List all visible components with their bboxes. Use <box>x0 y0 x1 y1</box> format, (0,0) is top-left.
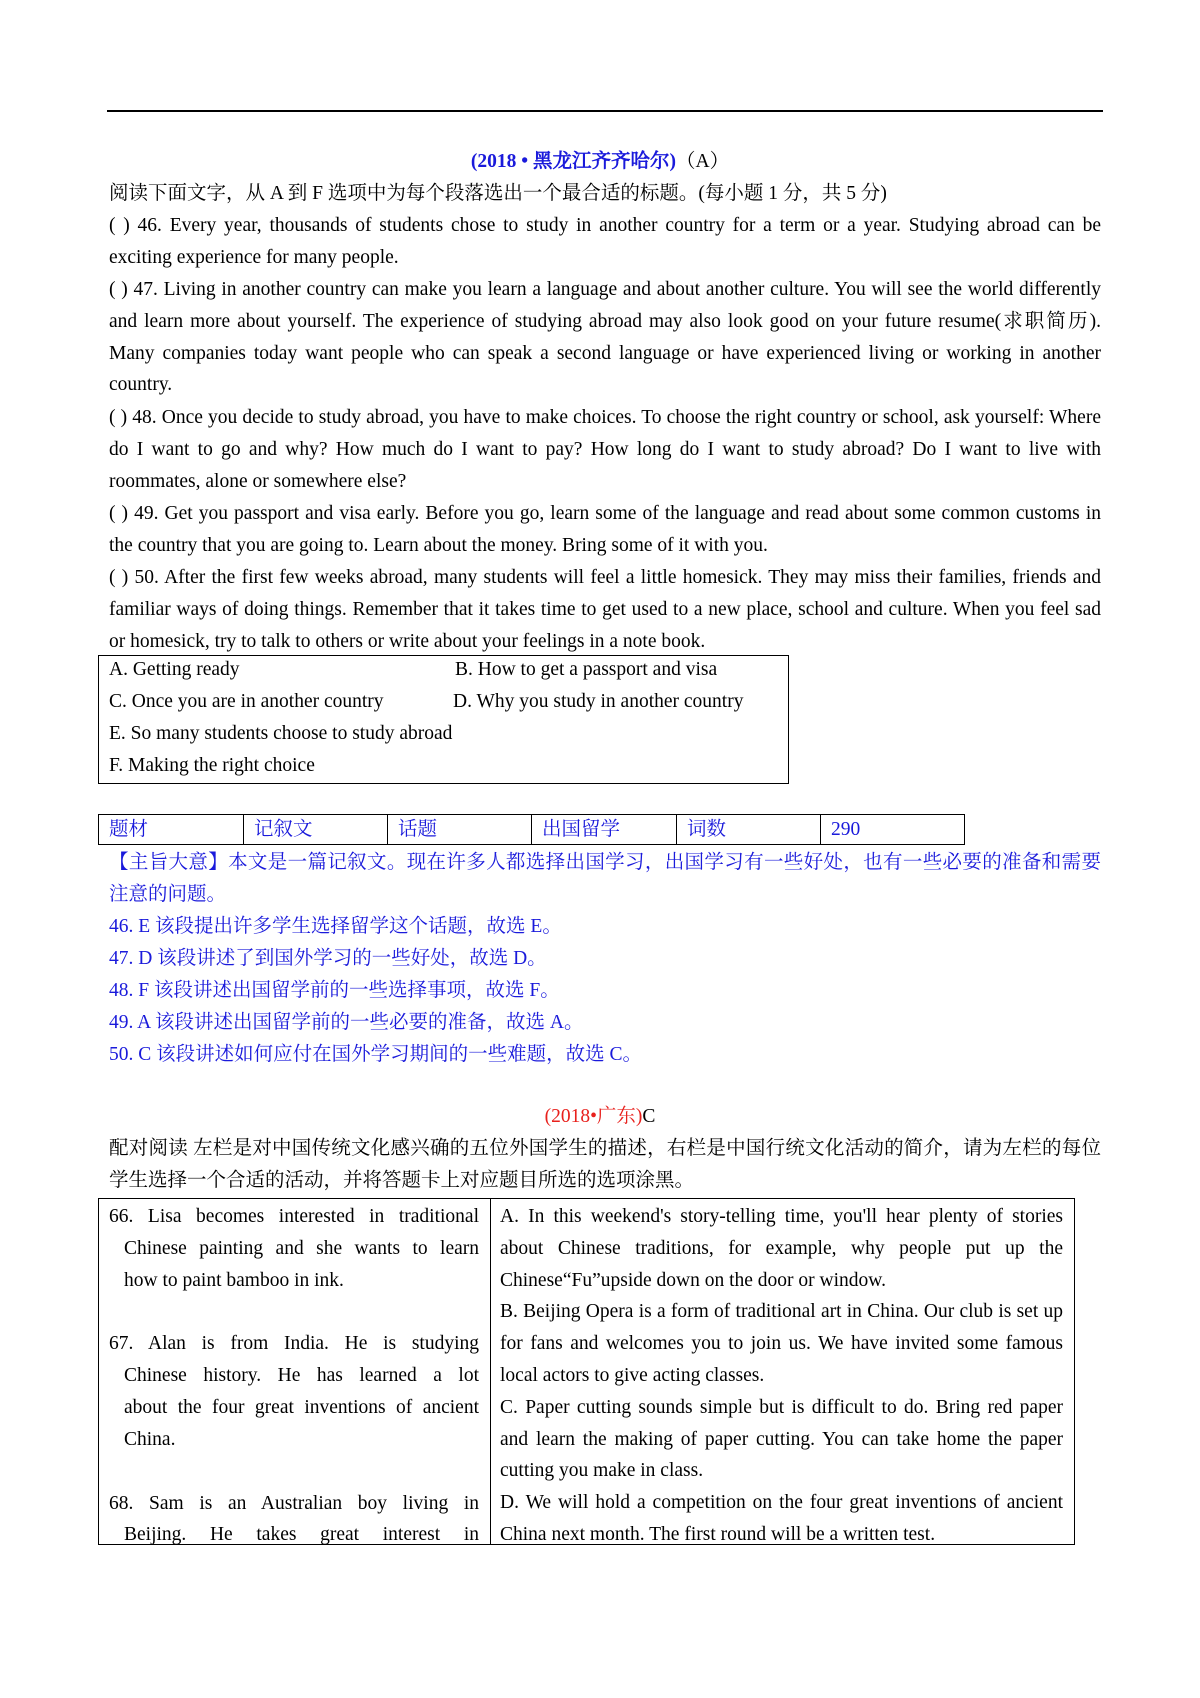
column-divider <box>490 1199 491 1544</box>
student-68-line-1: 68. Sam is an Australian boy living in <box>109 1492 479 1514</box>
answer-49: 49. A 该段讲述出国留学前的一些必要的准备，故选 A。 <box>109 1012 584 1033</box>
section2-label: C <box>642 1106 656 1127</box>
answer-50: 50. C 该段讲述如何应付在国外学习期间的一些难题，故选 C。 <box>109 1044 643 1065</box>
activity-c: C. Paper cutting sounds simple but is difficult to do. Bring red paper and learn the making of paper cutting. You can take home the paper cutting you make in class. <box>500 1396 1063 1482</box>
answer-46: 46. E 该段提出许多学生选择留学这个话题，故选 E。 <box>109 916 562 937</box>
section1-label: （A） <box>675 151 730 172</box>
section2-source: (2018•广东) <box>544 1106 643 1127</box>
section2-instruction: 配对阅读 左栏是对中国传统文化感兴确的五位外国学生的描述，右栏是中国行统文化活动的简介，请为左栏的每位学生选择一个合适的活动，并将答题卡上对应题目所选的选项涂黑。 <box>109 1138 1101 1191</box>
student-67-line-4: China. <box>124 1428 176 1450</box>
section2-heading <box>0 1101 1200 1133</box>
meta-cell-genre: 记叙文 <box>244 815 388 845</box>
meta-cell-genre-label: 题材 <box>99 815 244 845</box>
spacer <box>109 1456 479 1488</box>
students-column <box>109 1201 479 1551</box>
section1-heading <box>0 146 1200 178</box>
option-a: A. Getting ready <box>109 659 240 680</box>
answer-48: 48. F 该段讲述出国留学前的一些选择事项，故选 F。 <box>109 980 560 1001</box>
option-e: E. So many students choose to study abroad <box>109 723 453 744</box>
option-b: B. How to get a passport and visa <box>455 659 718 680</box>
section1-source: (2018 • 黑龙江齐齐哈尔) <box>470 151 676 172</box>
options-box <box>98 655 789 784</box>
spacer <box>109 1296 479 1328</box>
option-c: C. Once you are in another country <box>109 691 384 712</box>
student-68-line-2: Beijing. He takes great interest in <box>124 1524 479 1546</box>
meta-cell-wordcount: 290 <box>821 815 965 845</box>
student-66 <box>109 1201 479 1296</box>
activity-d: D. We will hold a competition on the four great inventions of ancient China next month. The first round will be a written test. <box>500 1492 1063 1545</box>
student-68 <box>109 1488 479 1552</box>
option-d: D. Why you study in another country <box>453 691 744 712</box>
student-67 <box>109 1328 479 1455</box>
student-66-line-2: Chinese painting and she wants to learn <box>124 1237 479 1259</box>
option-f: F. Making the right choice <box>109 755 315 776</box>
paragraph-49: ( ) 49. Get you passport and visa early. Before you go, learn some of the language and read about some common customs in the country that you are going to. Learn about the money. Bring some of it with you. <box>109 503 1101 556</box>
paragraph-46: ( ) 46. Every year, thousands of students chose to study in another country for a term or a year. Studying abroad can be exciting experience for many people. <box>109 215 1101 268</box>
answer-47: 47. D 该段讲述了到国外学习的一些好处，故选 D。 <box>109 948 547 969</box>
activity-b: B. Beijing Opera is a form of traditional art in China. Our club is set up for fans and welcomes you to join us. We have invited some famous local actors to give acting classes. <box>500 1301 1063 1386</box>
activities-column <box>500 1201 1063 1551</box>
meta-cell-wordcount-label: 词数 <box>677 815 821 845</box>
paragraph-50: ( ) 50. After the first few weeks abroad, many students will feel a little homesick. They may miss their families, friends and familiar ways of doing things. Remember that it takes time to get used to a new place, school and culture. When you feel sad or homesick, try to talk to others or write about your feelings in a note book. <box>109 567 1101 652</box>
meta-cell-topic: 出国留学 <box>532 815 677 845</box>
paragraph-48: ( ) 48. Once you decide to study abroad, you have to make choices. To choose the right country or school, ask yourself: Where do I want to go and why? How much do I want to pay? How long do I want to study abroad? Do I want to live with roommates, alone or somewhere else? <box>109 407 1101 492</box>
paragraph-47: ( ) 47. Living in another country can make you learn a language and about another culture. You will see the world differently and learn more about yourself. The experience of studying abroad may also look good on your future resume(求职简历). Many companies today want people who can speak a second language or have experienced living or working in another country. <box>109 279 1101 396</box>
summary: 【主旨大意】本文是一篇记叙文。现在许多人都选择出国学习，出国学习有一些好处，也有一些必要的准备和需要注意的问题。 <box>109 852 1101 905</box>
student-66-line-1: 66. Lisa becomes interested in traditional <box>109 1206 479 1227</box>
student-67-line-2: Chinese history. He has learned a lot <box>124 1365 479 1387</box>
meta-table <box>98 814 965 845</box>
meta-row <box>99 815 965 845</box>
student-66-line-3: how to paint bamboo in ink. <box>124 1269 344 1291</box>
student-67-line-3: about the four great inventions of ancient <box>124 1396 479 1418</box>
activity-a: A. In this weekend's story-telling time, you'll hear plenty of stories about Chinese traditions, for example, why people put up the Chinese“Fu”upside down on the door or window. <box>500 1206 1063 1291</box>
matching-table <box>98 1198 1075 1545</box>
header-rule <box>107 110 1103 112</box>
student-67-line-1: 67. Alan is from India. He is studying <box>109 1333 479 1355</box>
section1-instruction: 阅读下面文字，从 A 到 F 选项中为每个段落选出一个最合适的标题。(每小题 1 分，共 5 分) <box>109 183 887 204</box>
meta-cell-topic-label: 话题 <box>388 815 532 845</box>
